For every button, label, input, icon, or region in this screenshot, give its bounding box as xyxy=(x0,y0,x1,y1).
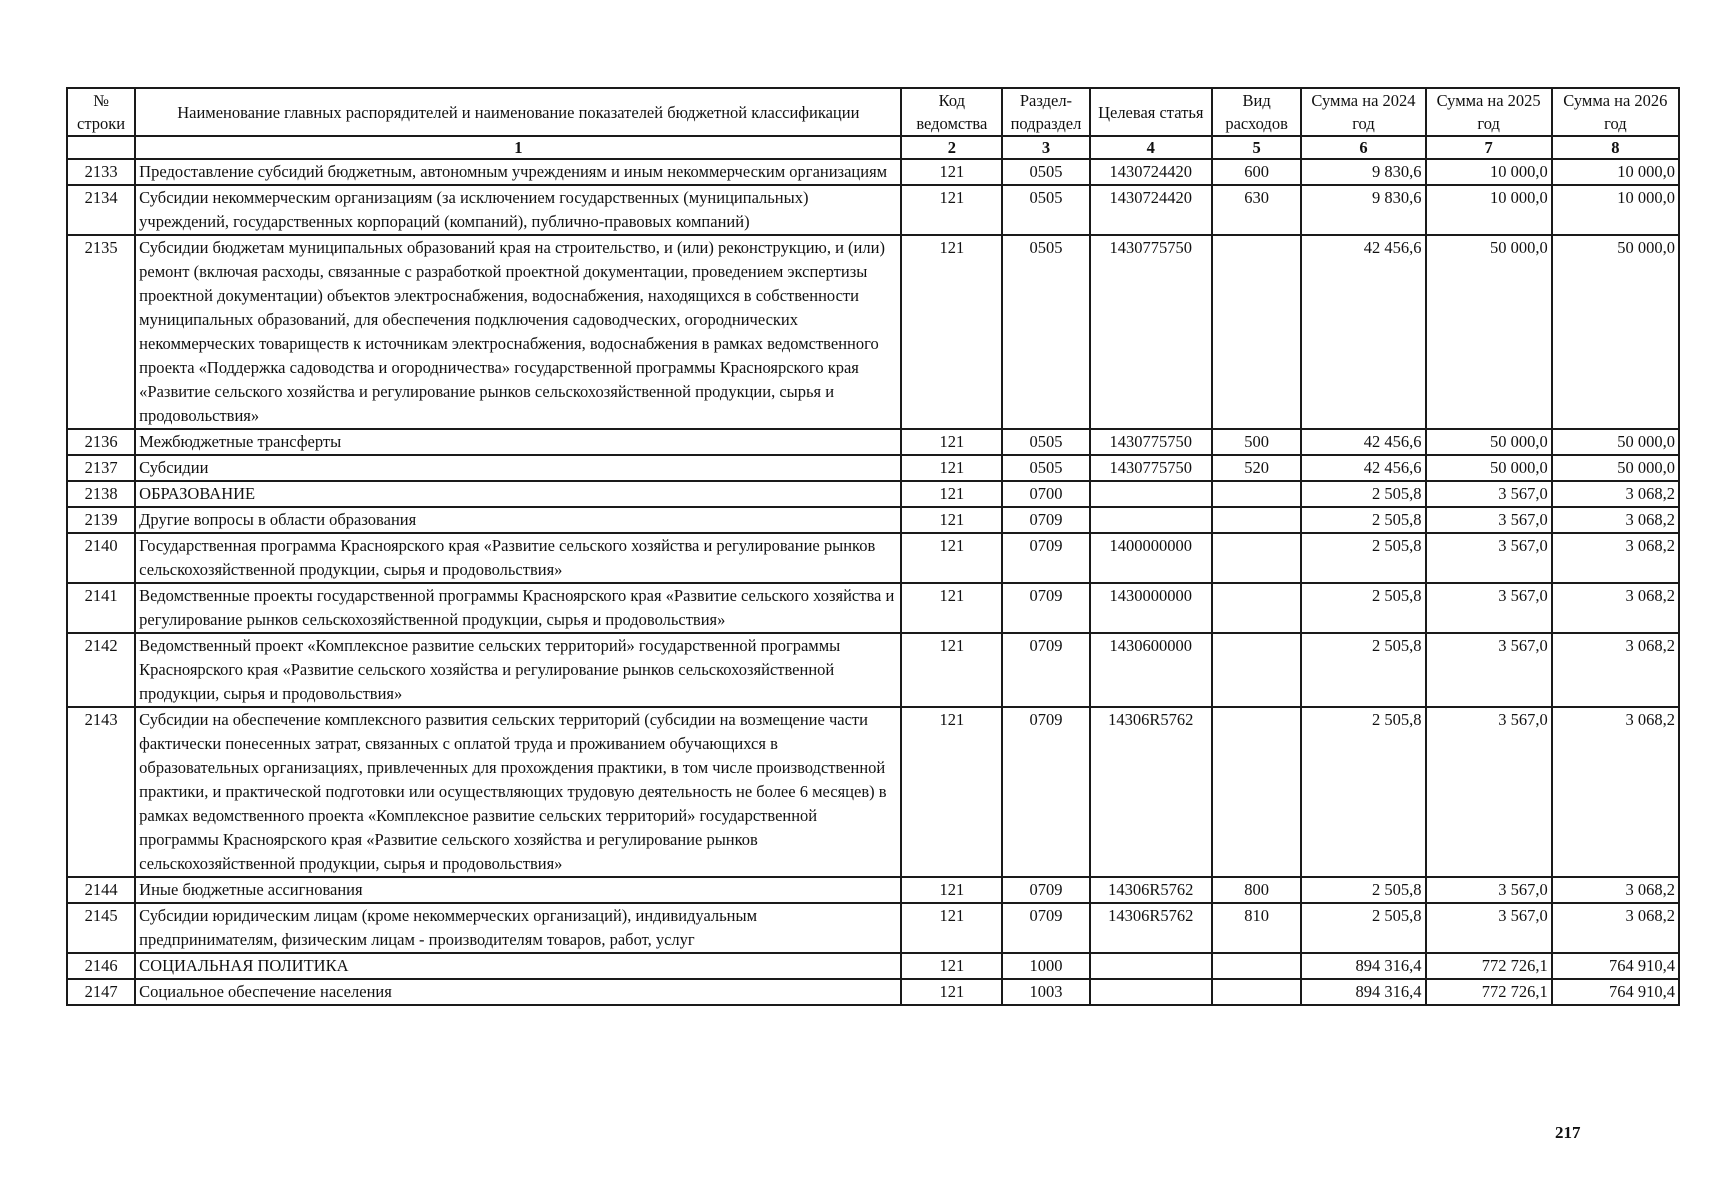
header-sum-2024: Сумма на 2024 год xyxy=(1301,88,1425,136)
row-section: 0709 xyxy=(1002,707,1090,877)
row-sum-2025: 772 726,1 xyxy=(1426,979,1552,1005)
table-row xyxy=(67,429,1679,455)
row-number: 2141 xyxy=(67,583,135,633)
row-sum-2025: 3 567,0 xyxy=(1426,877,1552,903)
row-section: 0505 xyxy=(1002,429,1090,455)
row-sum-2024: 42 456,6 xyxy=(1301,235,1425,429)
row-sum-2024: 2 505,8 xyxy=(1301,533,1425,583)
header-section: Раздел-подраздел xyxy=(1002,88,1090,136)
row-dept-code: 121 xyxy=(901,507,1002,533)
row-number: 2135 xyxy=(67,235,135,429)
row-expense-type xyxy=(1212,979,1302,1005)
row-section: 0709 xyxy=(1002,633,1090,707)
row-dept-code: 121 xyxy=(901,903,1002,953)
column-number: 1 xyxy=(135,136,901,159)
row-section: 0505 xyxy=(1002,455,1090,481)
row-name: Другие вопросы в области образования xyxy=(135,507,901,533)
row-number: 2138 xyxy=(67,481,135,507)
row-expense-type: 630 xyxy=(1212,185,1302,235)
header-dept-code: Код ведомства xyxy=(901,88,1002,136)
row-sum-2026: 50 000,0 xyxy=(1552,235,1679,429)
row-expense-type xyxy=(1212,707,1302,877)
row-sum-2025: 50 000,0 xyxy=(1426,429,1552,455)
row-sum-2025: 3 567,0 xyxy=(1426,633,1552,707)
row-name: Предоставление субсидий бюджетным, автономным учреждениям и иным некоммерческим организациям xyxy=(135,159,901,185)
row-target: 14306R5762 xyxy=(1090,707,1212,877)
row-target: 1430775750 xyxy=(1090,235,1212,429)
row-sum-2026: 3 068,2 xyxy=(1552,877,1679,903)
row-dept-code: 121 xyxy=(901,235,1002,429)
row-dept-code: 121 xyxy=(901,953,1002,979)
row-target: 1400000000 xyxy=(1090,533,1212,583)
row-section: 1000 xyxy=(1002,953,1090,979)
row-dept-code: 121 xyxy=(901,707,1002,877)
row-sum-2026: 3 068,2 xyxy=(1552,481,1679,507)
row-name: ОБРАЗОВАНИЕ xyxy=(135,481,901,507)
row-dept-code: 121 xyxy=(901,633,1002,707)
header-sum-2026: Сумма на 2026 год xyxy=(1552,88,1679,136)
row-number: 2143 xyxy=(67,707,135,877)
row-sum-2024: 2 505,8 xyxy=(1301,903,1425,953)
header-sum-2025: Сумма на 2025 год xyxy=(1426,88,1552,136)
row-name: Социальное обеспечение населения xyxy=(135,979,901,1005)
row-sum-2024: 9 830,6 xyxy=(1301,185,1425,235)
row-sum-2026: 50 000,0 xyxy=(1552,455,1679,481)
row-sum-2024: 42 456,6 xyxy=(1301,455,1425,481)
column-number: 8 xyxy=(1552,136,1679,159)
header-expense-type: Вид расходов xyxy=(1212,88,1302,136)
row-name: Субсидии юридическим лицам (кроме некоммерческих организаций), индивидуальным предпринимателям, физическим лицам - производителям товаров, работ, услуг xyxy=(135,903,901,953)
row-section: 0709 xyxy=(1002,507,1090,533)
row-number: 2144 xyxy=(67,877,135,903)
page-number: 217 xyxy=(1555,1123,1581,1142)
row-name: Ведомственные проекты государственной программы Красноярского края «Развитие сельского хозяйства и регулирование рынков сельскохозяйственной продукции, сырья и продовольствия» xyxy=(135,583,901,633)
header-name: Наименование главных распорядителей и наименование показателей бюджетной классификации xyxy=(135,88,901,136)
row-expense-type xyxy=(1212,235,1302,429)
row-target xyxy=(1090,481,1212,507)
row-name: Межбюджетные трансферты xyxy=(135,429,901,455)
row-dept-code: 121 xyxy=(901,429,1002,455)
row-target: 1430724420 xyxy=(1090,185,1212,235)
row-dept-code: 121 xyxy=(901,159,1002,185)
table-row xyxy=(67,953,1679,979)
row-sum-2026: 3 068,2 xyxy=(1552,533,1679,583)
row-section: 1003 xyxy=(1002,979,1090,1005)
row-sum-2024: 9 830,6 xyxy=(1301,159,1425,185)
row-target: 1430600000 xyxy=(1090,633,1212,707)
row-sum-2026: 3 068,2 xyxy=(1552,583,1679,633)
header-row xyxy=(67,88,1679,136)
row-target xyxy=(1090,979,1212,1005)
table-row xyxy=(67,533,1679,583)
row-target: 1430724420 xyxy=(1090,159,1212,185)
row-expense-type: 810 xyxy=(1212,903,1302,953)
row-section: 0505 xyxy=(1002,185,1090,235)
row-sum-2025: 772 726,1 xyxy=(1426,953,1552,979)
row-sum-2024: 2 505,8 xyxy=(1301,481,1425,507)
row-sum-2024: 2 505,8 xyxy=(1301,633,1425,707)
table-row xyxy=(67,979,1679,1005)
table-row xyxy=(67,481,1679,507)
table-row xyxy=(67,583,1679,633)
row-target xyxy=(1090,953,1212,979)
row-sum-2024: 42 456,6 xyxy=(1301,429,1425,455)
row-expense-type: 520 xyxy=(1212,455,1302,481)
row-sum-2024: 894 316,4 xyxy=(1301,979,1425,1005)
column-number: 4 xyxy=(1090,136,1212,159)
column-number: 5 xyxy=(1212,136,1302,159)
row-sum-2025: 3 567,0 xyxy=(1426,507,1552,533)
row-section: 0709 xyxy=(1002,533,1090,583)
row-sum-2025: 3 567,0 xyxy=(1426,481,1552,507)
row-dept-code: 121 xyxy=(901,583,1002,633)
row-sum-2025: 50 000,0 xyxy=(1426,235,1552,429)
row-target: 1430775750 xyxy=(1090,455,1212,481)
table-row xyxy=(67,235,1679,429)
budget-table xyxy=(66,87,1680,1006)
row-number: 2136 xyxy=(67,429,135,455)
row-sum-2024: 894 316,4 xyxy=(1301,953,1425,979)
row-sum-2026: 10 000,0 xyxy=(1552,159,1679,185)
row-name: Ведомственный проект «Комплексное развитие сельских территорий» государственной программы Красноярского края «Развитие сельского хозяйства и регулирование рынков сельскохозяйственной продукции, сырья и продовольствия» xyxy=(135,633,901,707)
row-expense-type xyxy=(1212,633,1302,707)
row-sum-2026: 3 068,2 xyxy=(1552,903,1679,953)
row-section: 0709 xyxy=(1002,903,1090,953)
row-sum-2026: 10 000,0 xyxy=(1552,185,1679,235)
row-name: СОЦИАЛЬНАЯ ПОЛИТИКА xyxy=(135,953,901,979)
row-section: 0505 xyxy=(1002,159,1090,185)
column-number: 2 xyxy=(901,136,1002,159)
row-sum-2026: 764 910,4 xyxy=(1552,979,1679,1005)
row-sum-2026: 3 068,2 xyxy=(1552,633,1679,707)
row-number: 2142 xyxy=(67,633,135,707)
column-number-row xyxy=(67,136,1679,159)
row-target: 14306R5762 xyxy=(1090,903,1212,953)
header-target: Целевая статья xyxy=(1090,88,1212,136)
row-section: 0709 xyxy=(1002,583,1090,633)
column-number xyxy=(67,136,135,159)
row-sum-2025: 50 000,0 xyxy=(1426,455,1552,481)
row-target: 1430775750 xyxy=(1090,429,1212,455)
row-sum-2025: 3 567,0 xyxy=(1426,903,1552,953)
table-row xyxy=(67,185,1679,235)
row-sum-2026: 50 000,0 xyxy=(1552,429,1679,455)
row-sum-2025: 3 567,0 xyxy=(1426,707,1552,877)
row-number: 2139 xyxy=(67,507,135,533)
column-number: 7 xyxy=(1426,136,1552,159)
column-number: 3 xyxy=(1002,136,1090,159)
row-expense-type xyxy=(1212,507,1302,533)
table-row xyxy=(67,633,1679,707)
row-number: 2133 xyxy=(67,159,135,185)
row-expense-type: 500 xyxy=(1212,429,1302,455)
row-number: 2147 xyxy=(67,979,135,1005)
row-section: 0700 xyxy=(1002,481,1090,507)
row-name: Иные бюджетные ассигнования xyxy=(135,877,901,903)
row-dept-code: 121 xyxy=(901,979,1002,1005)
row-dept-code: 121 xyxy=(901,481,1002,507)
row-target xyxy=(1090,507,1212,533)
row-sum-2025: 3 567,0 xyxy=(1426,533,1552,583)
row-expense-type xyxy=(1212,953,1302,979)
row-sum-2024: 2 505,8 xyxy=(1301,707,1425,877)
row-expense-type xyxy=(1212,533,1302,583)
row-target: 1430000000 xyxy=(1090,583,1212,633)
row-expense-type: 800 xyxy=(1212,877,1302,903)
row-sum-2024: 2 505,8 xyxy=(1301,877,1425,903)
row-number: 2145 xyxy=(67,903,135,953)
row-name: Субсидии некоммерческим организациям (за исключением государственных (муниципальных) учреждений, государственных корпораций (компаний), публично-правовых компаний) xyxy=(135,185,901,235)
row-dept-code: 121 xyxy=(901,533,1002,583)
row-number: 2137 xyxy=(67,455,135,481)
table-row xyxy=(67,455,1679,481)
row-number: 2134 xyxy=(67,185,135,235)
row-number: 2140 xyxy=(67,533,135,583)
row-sum-2024: 2 505,8 xyxy=(1301,583,1425,633)
header-row-no: № строки xyxy=(67,88,135,136)
table-body xyxy=(67,159,1679,1005)
row-dept-code: 121 xyxy=(901,455,1002,481)
row-dept-code: 121 xyxy=(901,877,1002,903)
row-dept-code: 121 xyxy=(901,185,1002,235)
row-sum-2026: 3 068,2 xyxy=(1552,507,1679,533)
row-sum-2026: 764 910,4 xyxy=(1552,953,1679,979)
row-sum-2025: 10 000,0 xyxy=(1426,185,1552,235)
row-expense-type xyxy=(1212,583,1302,633)
row-name: Субсидии xyxy=(135,455,901,481)
table-row xyxy=(67,507,1679,533)
row-name: Государственная программа Красноярского края «Развитие сельского хозяйства и регулирование рынков сельскохозяйственной продукции, сырья и продовольствия» xyxy=(135,533,901,583)
table-row xyxy=(67,903,1679,953)
row-sum-2024: 2 505,8 xyxy=(1301,507,1425,533)
table-row xyxy=(67,707,1679,877)
row-name: Субсидии бюджетам муниципальных образований края на строительство, и (или) реконструкцию, и (или) ремонт (включая расходы, связанные с разработкой проектной документации, проведением экспертизы проектной документации) объектов электроснабжения, водоснабжения, находящихся в собственности муниципальных образований, для обеспечения подключения садоводческих, огороднических некоммерческих товариществ к источникам электроснабжения, водоснабжения в рамках ведомственного проекта «Поддержка садоводства и огородничества» государственной программы Красноярского края «Развитие сельского хозяйства и регулирование рынков сельскохозяйственной продукции, сырья и продовольствия» xyxy=(135,235,901,429)
table-row xyxy=(67,877,1679,903)
row-sum-2025: 10 000,0 xyxy=(1426,159,1552,185)
column-number: 6 xyxy=(1301,136,1425,159)
row-section: 0709 xyxy=(1002,877,1090,903)
table-row xyxy=(67,159,1679,185)
row-section: 0505 xyxy=(1002,235,1090,429)
row-expense-type: 600 xyxy=(1212,159,1302,185)
row-expense-type xyxy=(1212,481,1302,507)
row-sum-2026: 3 068,2 xyxy=(1552,707,1679,877)
row-target: 14306R5762 xyxy=(1090,877,1212,903)
row-sum-2025: 3 567,0 xyxy=(1426,583,1552,633)
row-name: Субсидии на обеспечение комплексного развития сельских территорий (субсидии на возмещение части фактически понесенных затрат, связанных с оплатой труда и проживанием обучающихся в образовательных организациях, привлеченных для прохождения практики, в том числе производственной практики, и практической подготовки или осуществляющих трудовую деятельность не более 6 месяцев) в рамках ведомственного проекта «Комплексное развитие сельских территорий» государственной программы Красноярского края «Развитие сельского хозяйства и регулирование рынков сельскохозяйственной продукции, сырья и продовольствия» xyxy=(135,707,901,877)
row-number: 2146 xyxy=(67,953,135,979)
